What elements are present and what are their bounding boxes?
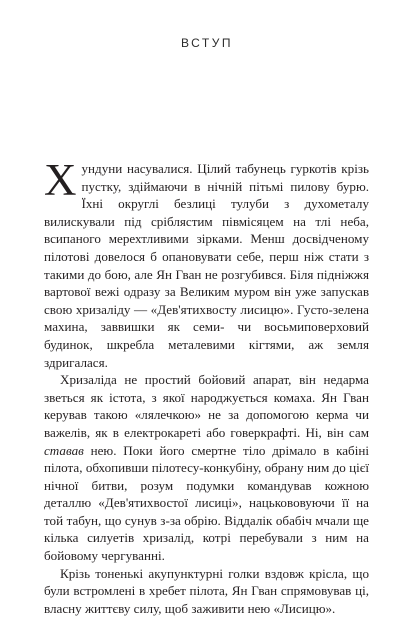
paragraph-2 (44, 371, 369, 565)
paragraph-2-text-before: Хризаліда не простий бойовий апарат, він недарма зветься як істота, з якої народжується комаха. Ян Гван керував такою «лялечкою» не за допомогою керма чи важелів, як в електрокареті або говеркрафті. Ні, він сам (44, 372, 369, 440)
chapter-heading: ВСТУП (181, 36, 233, 50)
paragraph-2-emphasis: ставав (44, 442, 84, 458)
paragraph-1 (44, 155, 369, 371)
paragraph-2-text-after: нею. Поки його смертне тіло дрімало в кабіні пілота, обхопивши пілотесу-конкубіну, обрану ним до цієї нічної битви, розум подумки командував кожною деталлю «Дев'ятихвостої лисиці», нацькововуючи її на той табун, що сунув з-за обрію. Віддалік обабіч мчали ще кілька силуетів хризалід, котрі перебували з ним на бойовому чергуванні. (44, 442, 369, 564)
chapter-body (44, 155, 369, 617)
paragraph-1-text: ундуни насувалися. Цілий табунець гуркотів крізь пустку, здіймаючи в нічній пітьмі пилову бурю. Їхні округлі безлиці тулуби з духометалу вилискували під сріблястим півмісяцем на тлі неба, всипаного мерехтливими зірками. Менш досвідченому пілотові довелося б опановувати себе, перш ніж стати з такими до бою, але Ян Гван не розгубився. Біля підніжжя вартової вежі одразу за Великим муром він уже запускав свою хризаліду — «Дев'ятихвосту лисицю». Густо-зелена махина, заввишки як семи- чи восьмиповерховий будинок, шкребла металевими кігтями, аж земля здригалася. (44, 161, 369, 370)
drop-cap: Х (44, 155, 77, 205)
paragraph-3 (44, 565, 369, 617)
paragraph-3-text: Крізь тоненькі акупунктурні голки вздовж крісла, що були встромлені в хребет пілота, Ян Гван спрямовував ці, власну життєву силу, щоб заживити нею «Лисицю». (44, 565, 369, 616)
